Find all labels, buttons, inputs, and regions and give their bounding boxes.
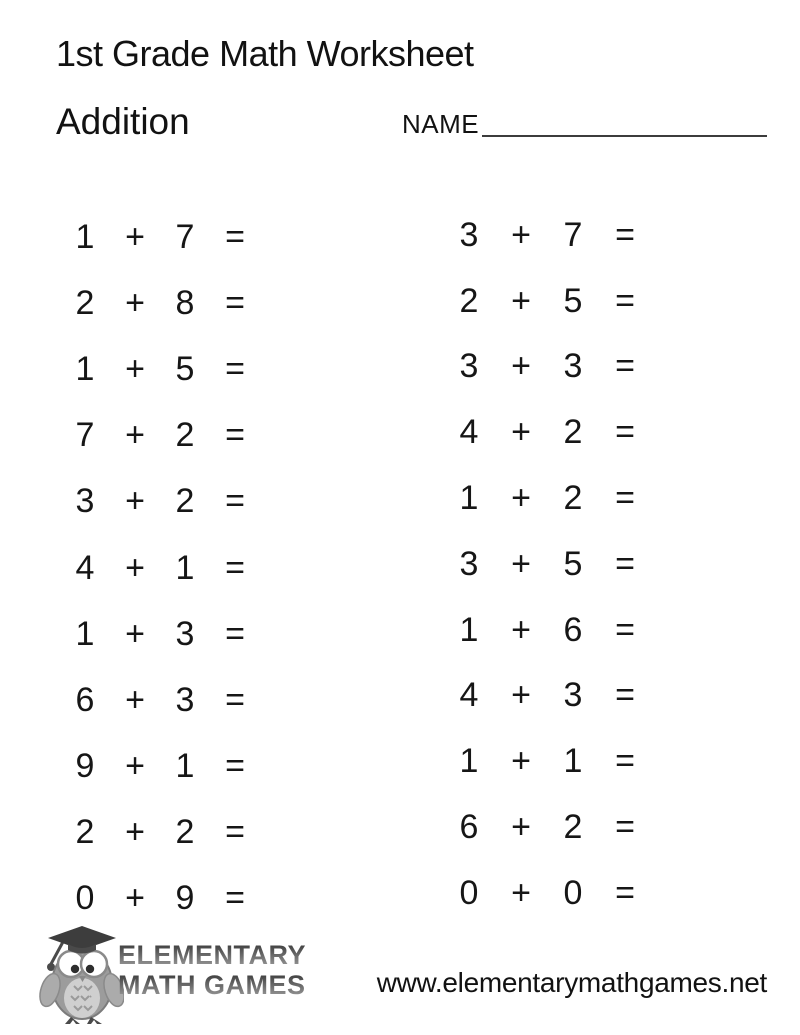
addend-1: 1 — [75, 218, 95, 257]
addend-1: 1 — [75, 350, 95, 389]
addend-2: 3 — [563, 676, 583, 715]
plus-operator-icon: + — [125, 416, 145, 455]
addend-2: 1 — [175, 746, 195, 785]
addend-2: 5 — [175, 350, 195, 389]
addend-1: 1 — [459, 479, 479, 518]
plus-operator-icon: + — [125, 218, 145, 257]
problem-row — [443, 334, 651, 400]
equals-sign: = — [225, 284, 245, 323]
addend-1: 3 — [459, 347, 479, 386]
addend-1: 3 — [459, 544, 479, 583]
plus-operator-icon: + — [125, 548, 145, 587]
equals-sign: = — [615, 479, 635, 518]
equals-sign: = — [615, 281, 635, 320]
equals-sign: = — [225, 614, 245, 653]
addend-1: 0 — [75, 878, 95, 917]
addend-2: 3 — [563, 347, 583, 386]
problem-row — [443, 465, 651, 531]
problem-row — [443, 663, 651, 729]
equals-sign: = — [615, 347, 635, 386]
problems-column-right — [443, 202, 651, 926]
problem-row — [60, 534, 260, 600]
equals-sign: = — [225, 680, 245, 719]
addend-1: 7 — [75, 416, 95, 455]
equals-sign: = — [615, 544, 635, 583]
addend-1: 2 — [75, 812, 95, 851]
addend-2: 9 — [175, 878, 195, 917]
addend-1: 6 — [459, 808, 479, 847]
plus-operator-icon: + — [125, 284, 145, 323]
plus-operator-icon: + — [125, 680, 145, 719]
problem-row — [443, 202, 651, 268]
equals-sign: = — [615, 808, 635, 847]
plus-operator-icon: + — [511, 413, 531, 452]
equals-sign: = — [225, 482, 245, 521]
addend-2: 6 — [563, 610, 583, 649]
problem-row — [60, 865, 260, 931]
equals-sign: = — [615, 610, 635, 649]
page-title: 1st Grade Math Worksheet — [56, 33, 474, 74]
addend-2: 2 — [563, 413, 583, 452]
addend-1: 6 — [75, 680, 95, 719]
problem-row — [443, 794, 651, 860]
equals-sign: = — [225, 350, 245, 389]
plus-operator-icon: + — [511, 347, 531, 386]
addend-1: 2 — [75, 284, 95, 323]
plus-operator-icon: + — [511, 742, 531, 781]
addend-2: 2 — [175, 812, 195, 851]
addend-2: 1 — [175, 548, 195, 587]
plus-operator-icon: + — [125, 350, 145, 389]
equals-sign: = — [225, 746, 245, 785]
addend-1: 4 — [75, 548, 95, 587]
addend-1: 4 — [459, 676, 479, 715]
addend-2: 5 — [563, 281, 583, 320]
equals-sign: = — [225, 218, 245, 257]
problem-row — [60, 468, 260, 534]
plus-operator-icon: + — [511, 215, 531, 254]
addend-1: 0 — [459, 873, 479, 912]
equals-sign: = — [225, 548, 245, 587]
addend-2: 2 — [563, 808, 583, 847]
addend-1: 1 — [459, 610, 479, 649]
problems-column-left — [60, 204, 260, 931]
problem-row — [60, 733, 260, 799]
problem-row — [60, 601, 260, 667]
equals-sign: = — [615, 742, 635, 781]
problem-row — [60, 336, 260, 402]
addend-2: 0 — [563, 873, 583, 912]
plus-operator-icon: + — [511, 281, 531, 320]
addend-2: 2 — [175, 482, 195, 521]
equals-sign: = — [615, 676, 635, 715]
problem-row — [60, 667, 260, 733]
problem-row — [443, 728, 651, 794]
plus-operator-icon: + — [511, 808, 531, 847]
plus-operator-icon: + — [125, 482, 145, 521]
equals-sign: = — [225, 812, 245, 851]
equals-sign: = — [615, 413, 635, 452]
addend-2: 7 — [175, 218, 195, 257]
addend-2: 2 — [175, 416, 195, 455]
logo-line-2: MATH GAMES — [118, 970, 306, 1000]
owl-graduation-cap-icon — [38, 924, 124, 1024]
addend-2: 5 — [563, 544, 583, 583]
addend-1: 1 — [459, 742, 479, 781]
problem-row — [443, 597, 651, 663]
addend-2: 3 — [175, 614, 195, 653]
addend-2: 1 — [563, 742, 583, 781]
plus-operator-icon: + — [511, 610, 531, 649]
plus-operator-icon: + — [125, 812, 145, 851]
addend-2: 8 — [175, 284, 195, 323]
name-label: NAME — [402, 109, 480, 139]
plus-operator-icon: + — [511, 544, 531, 583]
plus-operator-icon: + — [511, 676, 531, 715]
worksheet-topic: Addition — [56, 101, 190, 142]
addend-2: 7 — [563, 215, 583, 254]
addend-2: 3 — [175, 680, 195, 719]
problem-row — [443, 399, 651, 465]
problem-row — [443, 860, 651, 926]
plus-operator-icon: + — [125, 614, 145, 653]
plus-operator-icon: + — [125, 746, 145, 785]
problem-row — [443, 531, 651, 597]
plus-operator-icon: + — [511, 479, 531, 518]
problem-row — [60, 204, 260, 270]
equals-sign: = — [615, 873, 635, 912]
logo-line-1: ELEMENTARY — [118, 940, 307, 970]
equals-sign: = — [225, 416, 245, 455]
website-url: www.elementarymathgames.net — [376, 967, 767, 998]
problem-row — [60, 270, 260, 336]
problem-row — [60, 402, 260, 468]
addend-2: 2 — [563, 479, 583, 518]
addend-1: 3 — [459, 215, 479, 254]
name-blank-line — [482, 111, 767, 137]
addend-1: 9 — [75, 746, 95, 785]
name-field — [402, 111, 767, 137]
addend-1: 1 — [75, 614, 95, 653]
addend-1: 3 — [75, 482, 95, 521]
logo-text — [118, 940, 306, 1000]
addend-1: 2 — [459, 281, 479, 320]
plus-operator-icon: + — [125, 878, 145, 917]
addend-1: 4 — [459, 413, 479, 452]
problem-row — [60, 799, 260, 865]
equals-sign: = — [225, 878, 245, 917]
problem-row — [443, 268, 651, 334]
plus-operator-icon: + — [511, 873, 531, 912]
equals-sign: = — [615, 215, 635, 254]
